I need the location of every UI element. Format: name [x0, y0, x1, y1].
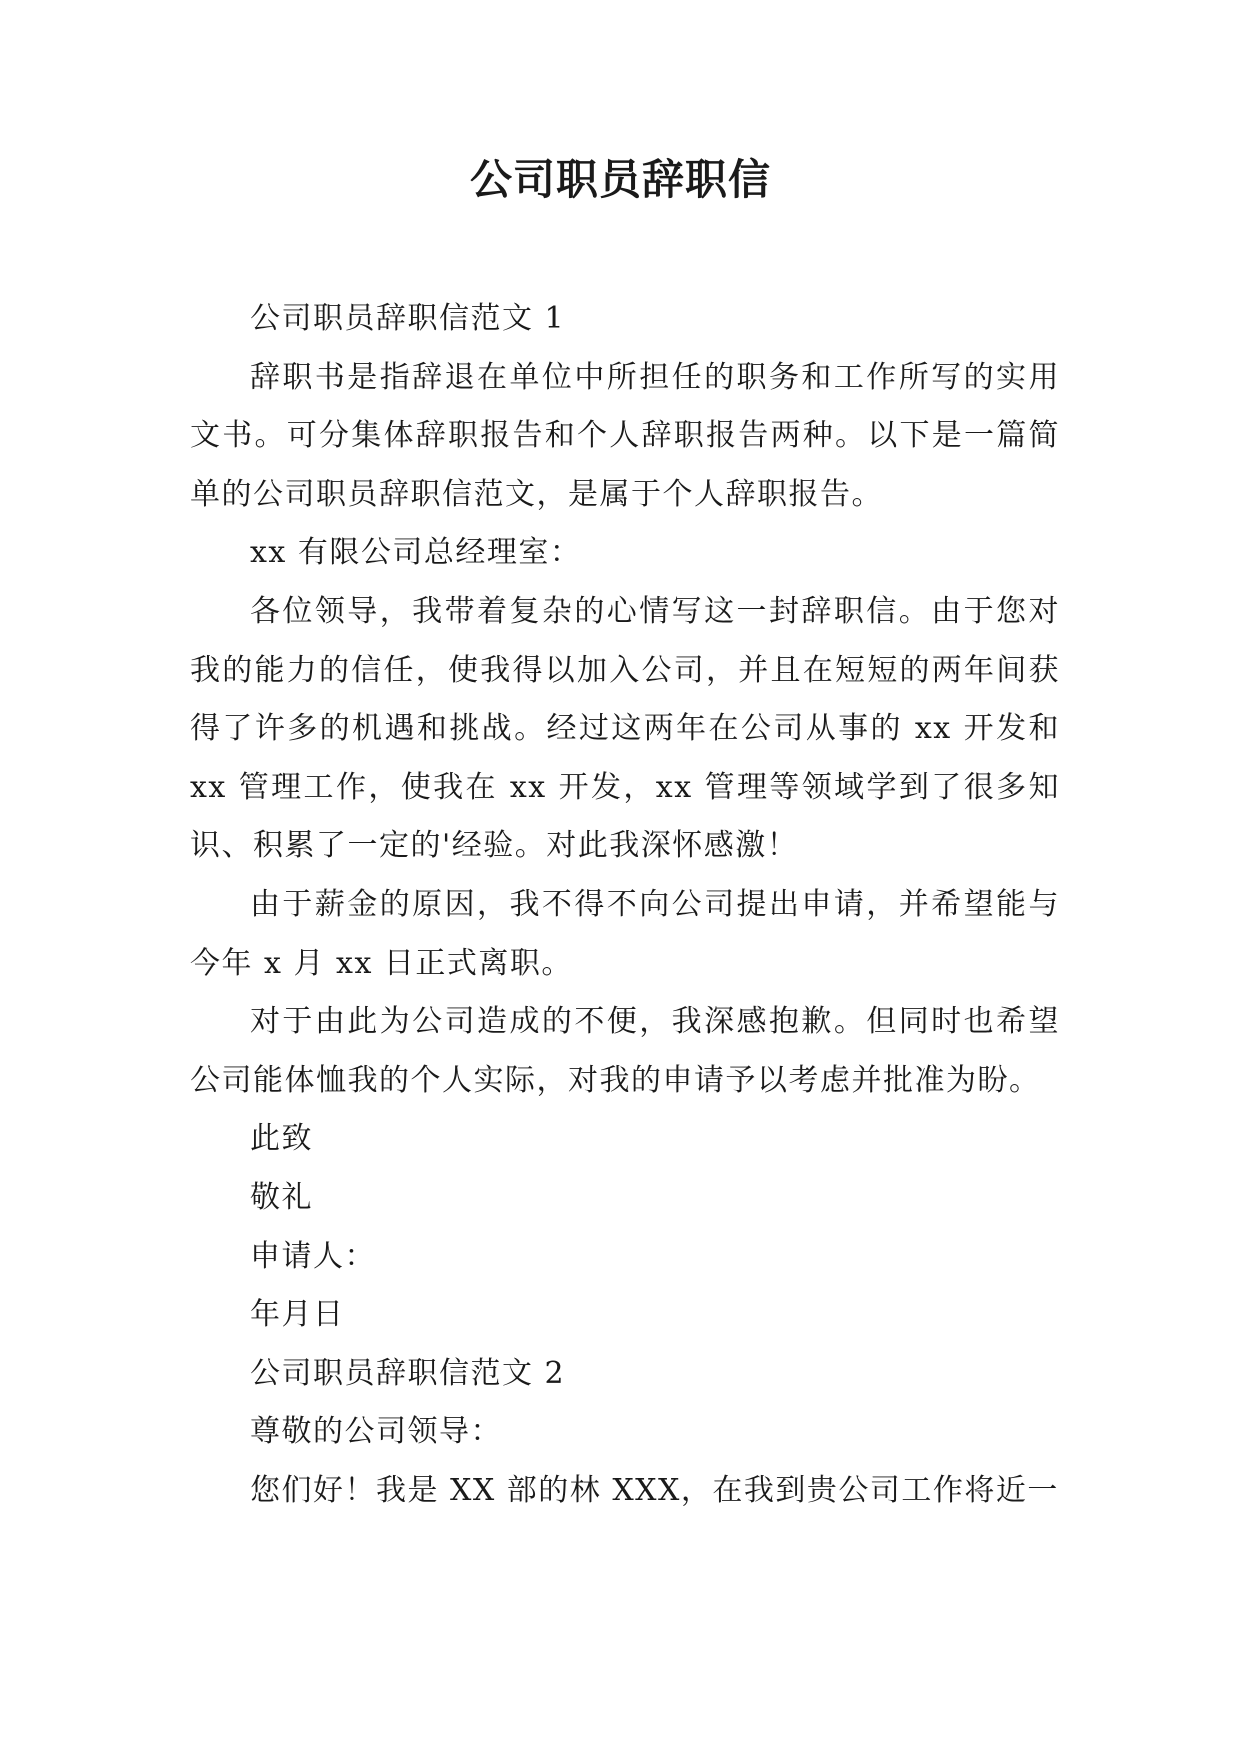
- intro-paragraph: 辞职书是指辞退在单位中所担任的职务和工作所写的实用文书。可分集体辞职报告和个人辞职报告两种。以下是一篇简单的公司职员辞职信范文，是属于个人辞职报告。: [190, 359, 1060, 512]
- date-line: 年月日: [250, 1297, 345, 1333]
- body-paragraph-3: 对于由此为公司造成的不便，我深感抱歉。但同时也希望公司能体恤我的个人实际，对我的申请予以考虑并批准为盼。: [190, 1004, 1060, 1098]
- section-heading-1: 公司职员辞职信范文 1: [250, 301, 566, 336]
- closing-line-2: 敬礼: [250, 1179, 313, 1215]
- body-paragraph-1: 各位领导，我带着复杂的心情写这一封辞职信。由于您对我的能力的信任，使我得以加入公司，并且在短短的两年间获得了许多的机遇和挑战。经过这两年在公司从事的 xx 开发和 xx 管理工作，使我在 xx 开发，xx 管理等领域学到了很多知识、积累了一定的'经验。对此我深怀感激！: [190, 593, 1060, 864]
- body-paragraph-4: 您们好！我是 XX 部的林 XXX，在我到贵公司工作将近一: [250, 1472, 1059, 1508]
- salutation-2: 尊敬的公司领导：: [250, 1414, 502, 1450]
- document-body: [190, 290, 1060, 1520]
- salutation-1: xx 有限公司总经理室：: [250, 535, 582, 571]
- body-paragraph-2: 由于薪金的原因，我不得不向公司提出申请，并希望能与今年 x 月 xx 日正式离职。: [190, 886, 1060, 981]
- closing-line-1: 此致: [250, 1121, 313, 1157]
- document-title: 公司职员辞职信: [469, 155, 771, 204]
- applicant-line: 申请人：: [250, 1238, 376, 1274]
- section-heading-2: 公司职员辞职信范文 2: [250, 1355, 566, 1391]
